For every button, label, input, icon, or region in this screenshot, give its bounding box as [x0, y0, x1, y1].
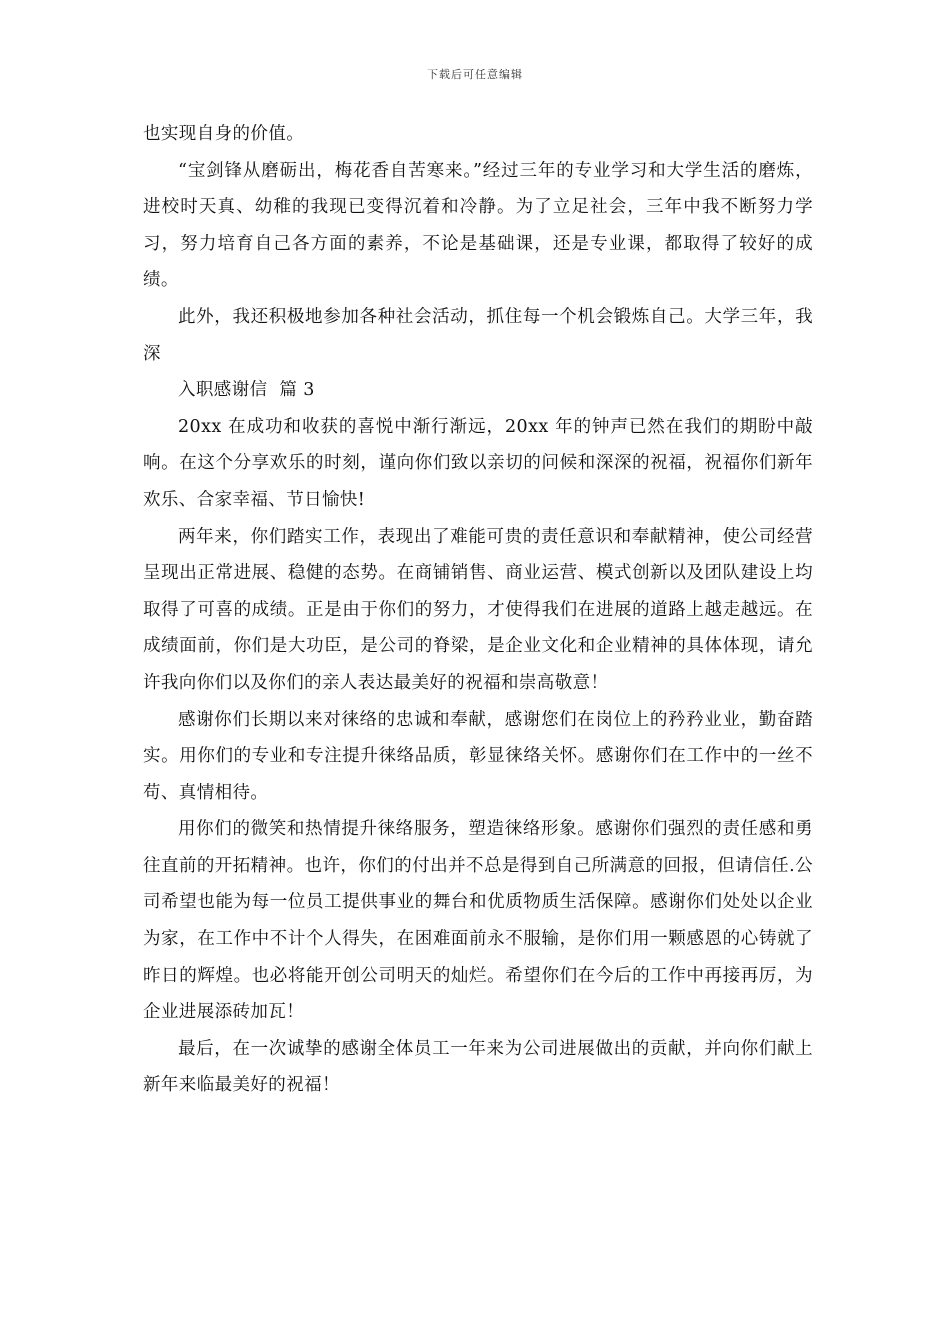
document-body [143, 116, 813, 1104]
paragraph: 此外，我还积极地参加各种社会活动，抓住每一个机会锻炼自己。大学三年，我深 [143, 306, 813, 364]
paragraph: “宝剑锋从磨砺出，梅花香自苦寒来。”经过三年的专业学习和大学生活的磨炼，进校时天真、幼稚的我现已变得沉着和冷静。为了立足社会，三年中我不断努力学习，努力培育自己各方面的素养，不论是基础课，还是专业课，都取得了较好的成绩。 [143, 160, 813, 291]
paragraph: 感谢你们长期以来对徕络的忠诚和奉献，感谢您们在岗位上的矜矜业业，勤奋踏实。用你们的专业和专注提升徕络品质，彰显徕络关怀。感谢你们在工作中的一丝不苟、真情相待。 [143, 709, 813, 803]
paragraph: 20xx 在成功和收获的喜悦中渐行渐远，20xx 年的钟声已然在我们的期盼中敲响。在这个分享欢乐的时刻，谨向你们致以亲切的问候和深深的祝福，祝福你们新年欢乐、合家幸福、节日愉快! [143, 416, 813, 510]
page-header: 下载后可任意编辑 [427, 68, 523, 81]
section-heading: 入职感谢信 篇 3 [178, 380, 315, 401]
paragraph: 也实现自身的价值。 [143, 124, 305, 144]
paragraph: 用你们的微笑和热情提升徕络服务，塑造徕络形象。感谢你们强烈的责任感和勇往直前的开拓精神。也许，你们的付出并不总是得到自己所满意的回报，但请信任.公司希望也能为每一位员工提供事业的舞台和优质物质生活保障。感谢你们处处以企业为家，在工作中不计个人得失，在困难面前永不服输，是你们用一颗感恩的心铸就了昨日的辉煌。也必将能开创公司明天的灿烂。希望你们在今后的工作中再接再厉，为企业进展添砖加瓦！ [143, 819, 813, 1023]
paragraph: 最后，在一次诚挚的感谢全体员工一年来为公司进展做出的贡献，并向你们献上新年来临最美好的祝福！ [143, 1038, 813, 1096]
paragraph: 两年来，你们踏实工作，表现出了难能可贵的责任意识和奉献精神，使公司经营呈现出正常进展、稳健的态势。在商铺销售、商业运营、模式创新以及团队建设上均取得了可喜的成绩。正是由于你们的努力，才使得我们在进展的道路上越走越远。在成绩面前，你们是大功臣，是公司的脊梁，是企业文化和企业精神的具体体现，请允许我向你们以及你们的亲人表达最美好的祝福和崇高敬意！ [143, 526, 813, 693]
